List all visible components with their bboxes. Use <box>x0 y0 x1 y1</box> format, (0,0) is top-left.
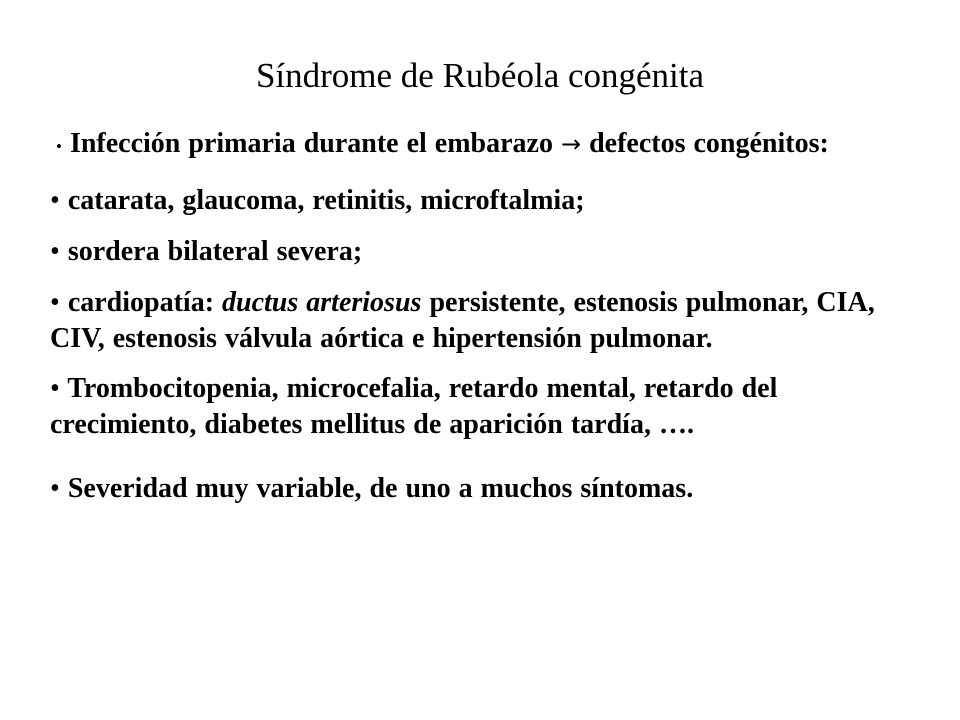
bullet-item-ocular <box>50 183 920 219</box>
bullet-list <box>50 124 920 507</box>
bullet-dot: • <box>50 185 60 216</box>
bullet-text: sordera bilateral severa; <box>67 236 363 267</box>
arrow-right-icon: → <box>560 130 582 158</box>
bullet-text: Severidad muy variable, de uno a muchos síntomas. <box>67 473 694 504</box>
bullet-item-primary-infection <box>50 124 920 167</box>
bullet-text: defectos congénitos: <box>589 128 829 159</box>
bullet-dot: • <box>50 473 60 504</box>
bullet-item-cardiopathy <box>50 285 920 357</box>
bullet-text-italic: ductus arteriosus <box>222 287 422 318</box>
bullet-item-other-defects <box>50 371 920 443</box>
bullet-text-prefix: cardiopatía: <box>67 287 223 318</box>
bullet-item-deafness <box>50 234 920 270</box>
bullet-dot: • <box>50 373 60 404</box>
bullet-dot: • <box>56 137 62 156</box>
bullet-dot: • <box>50 236 60 267</box>
bullet-item-severity <box>50 471 920 507</box>
bullet-text: Trombocitopenia, microcefalia, retardo mental, retardo del crecimiento, diabetes mellitus de aparición tardía, …. <box>50 373 778 440</box>
bullet-dot: • <box>50 287 60 318</box>
bullet-text: Infección primaria durante el embarazo <box>69 128 553 159</box>
slide-title: Síndrome de Rubéola congénita <box>255 56 705 95</box>
bullet-text: catarata, glaucoma, retinitis, microftalmia; <box>67 185 585 216</box>
bullet-text-suffix: persistente, estenosis pulmonar, CIA, CIV, estenosis válvula aórtica e hipertensión pulmonar. <box>50 287 875 354</box>
